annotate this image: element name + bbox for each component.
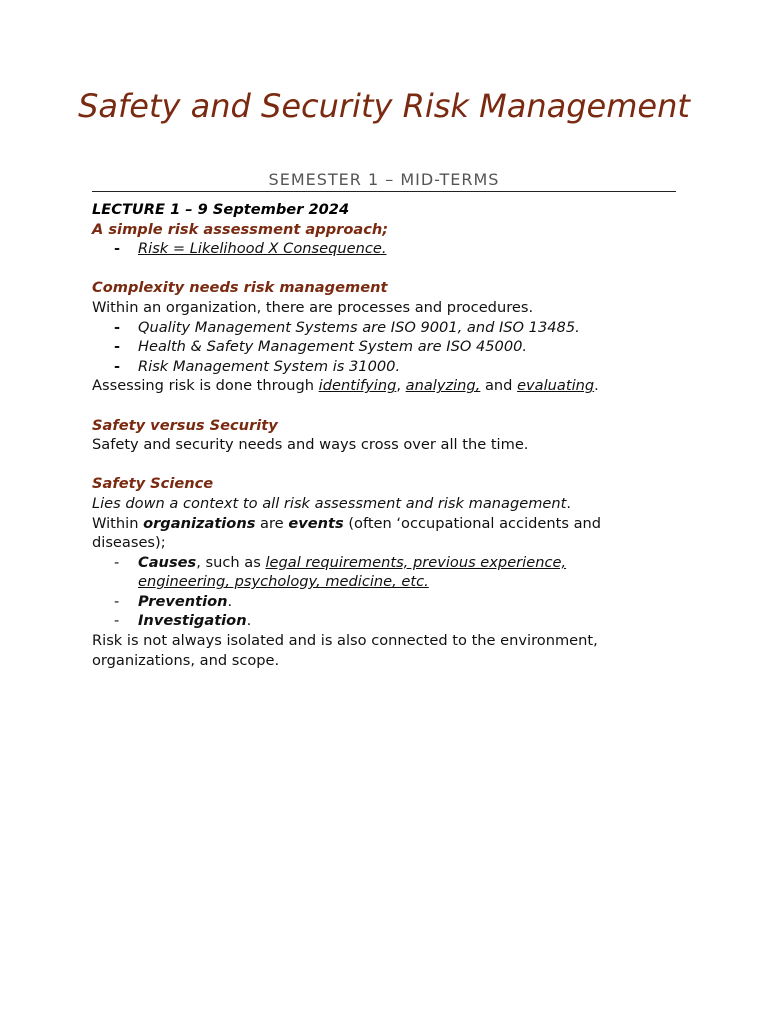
list-item xyxy=(92,239,652,259)
term-investigation: Investigation xyxy=(138,612,247,630)
paragraph: Safety and security needs and ways cross over all the time. xyxy=(92,436,529,454)
paragraph xyxy=(92,494,652,514)
list-item xyxy=(92,611,652,631)
document-body xyxy=(92,200,652,670)
text-run: Within xyxy=(92,514,144,532)
paragraph: Within an organization, there are processes and procedures. xyxy=(92,298,534,316)
paragraph xyxy=(92,514,652,553)
bullet-dash: - xyxy=(114,318,121,336)
term-evaluating: evaluating xyxy=(517,377,595,395)
term-causes: Causes xyxy=(138,553,197,571)
text-run: . xyxy=(227,592,233,610)
text-run: . xyxy=(566,494,572,512)
list-item xyxy=(92,592,652,612)
term-identifying: identifying xyxy=(318,377,397,395)
list-item-text: Risk Management System is 31000. xyxy=(138,357,401,375)
text-run: and xyxy=(480,377,518,395)
text-run: (often ‘occupational accidents and diseases); xyxy=(92,514,602,552)
text-run: . xyxy=(594,377,599,395)
bullet-dash: - xyxy=(114,553,120,571)
section-heading-approach: A simple risk assessment approach; xyxy=(92,220,389,238)
list-item-text: Quality Management Systems are ISO 9001, and ISO 13485. xyxy=(138,318,580,336)
risk-formula: Risk = Likelihood X Consequence. xyxy=(138,240,387,258)
bullet-dash: - xyxy=(114,338,121,356)
text-run: . xyxy=(246,612,252,630)
list-item-text: Health & Safety Management System are ISO 45000. xyxy=(138,338,528,356)
bullet-dash: - xyxy=(114,592,120,610)
causes-list: legal requirements, previous experience, engineering, psychology, medicine, etc. xyxy=(138,553,567,591)
title-divider xyxy=(92,191,676,192)
paragraph xyxy=(92,376,652,396)
term-events: events xyxy=(288,514,344,532)
text-run: Lies down a context to all risk assessment and risk management xyxy=(92,494,567,512)
paragraph: Risk is not always isolated and is also connected to the environment, organizations, and scope. xyxy=(92,632,598,669)
page-subtitle: SEMESTER 1 – MID-TERMS xyxy=(268,170,500,189)
blank-line xyxy=(92,259,652,279)
bullet-dash: - xyxy=(114,357,121,375)
page-title: Safety and Security Risk Management xyxy=(78,87,690,125)
bullet-dash: - xyxy=(114,612,120,630)
text-run: Assessing risk is done through xyxy=(92,377,319,395)
bullet-dash: - xyxy=(114,240,121,258)
list-item xyxy=(92,318,652,338)
term-organizations: organizations xyxy=(143,514,256,532)
text-run: , xyxy=(396,377,406,395)
section-heading-safety-vs-security: Safety versus Security xyxy=(92,416,278,434)
blank-line xyxy=(92,455,652,475)
list-item xyxy=(92,553,608,592)
term-prevention: Prevention xyxy=(138,592,228,610)
lecture-heading: LECTURE 1 – 9 September 2024 xyxy=(92,201,350,218)
blank-line xyxy=(92,396,652,416)
list-item xyxy=(92,337,652,357)
text-run: , such as xyxy=(196,553,266,571)
list-item xyxy=(92,357,652,377)
text-run: are xyxy=(255,514,289,532)
section-heading-safety-science: Safety Science xyxy=(92,475,214,493)
section-heading-complexity: Complexity needs risk management xyxy=(92,279,388,297)
term-analyzing: analyzing, xyxy=(405,377,481,395)
